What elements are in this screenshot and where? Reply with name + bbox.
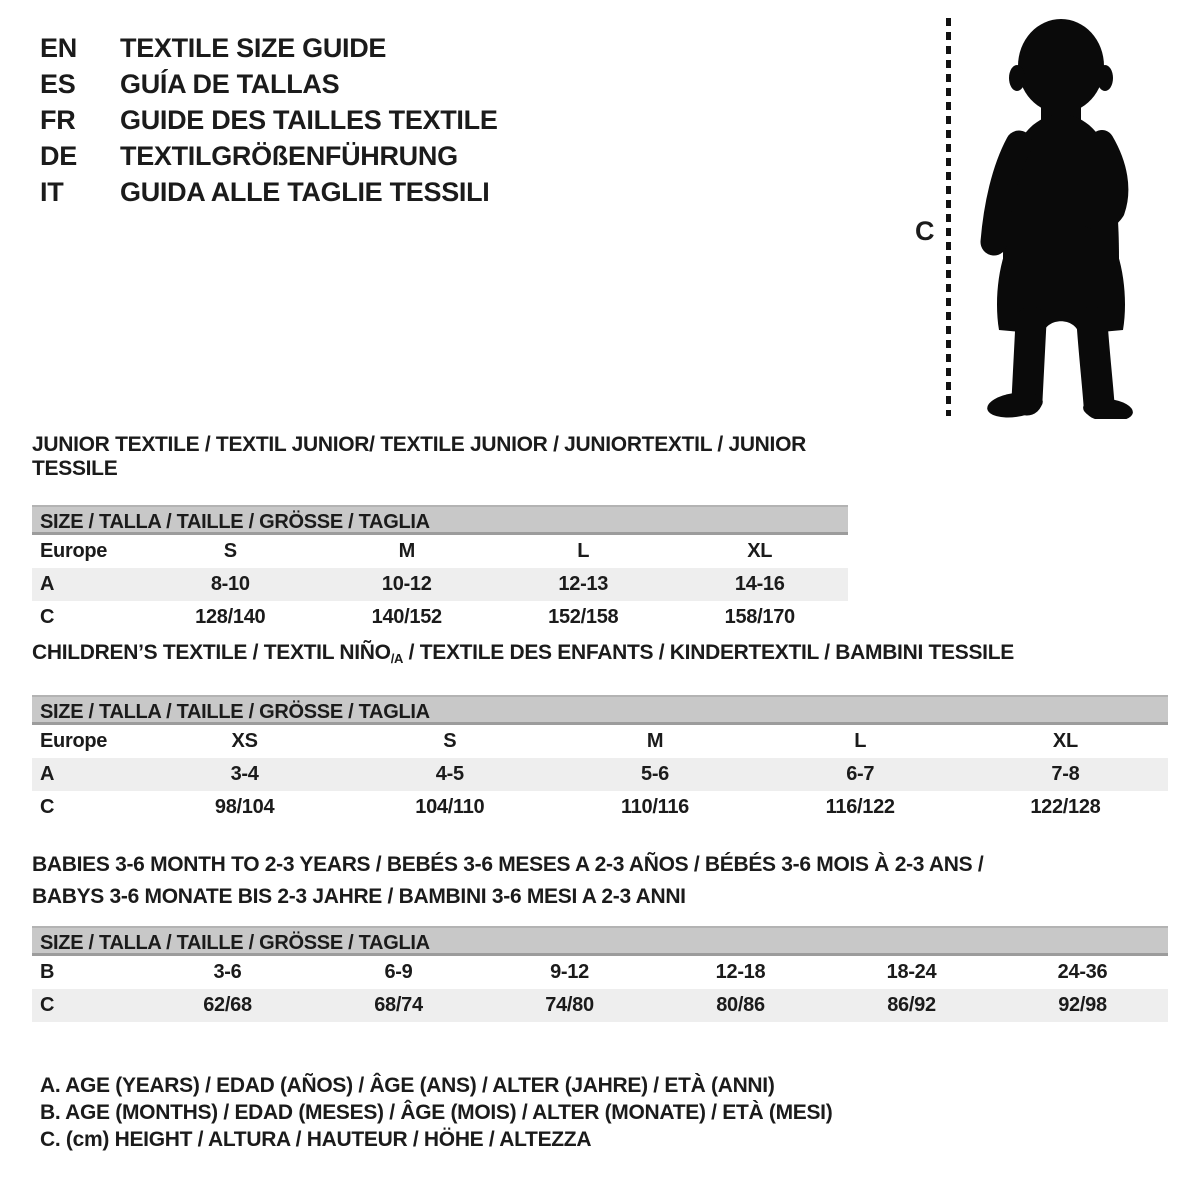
language-row (40, 30, 498, 66)
toddler-silhouette-icon (968, 14, 1153, 419)
age-cell: 6-7 (846, 763, 875, 785)
junior-size-table (32, 505, 848, 634)
height-measure-figure (912, 14, 1172, 420)
language-row (40, 138, 498, 174)
size-cell: XL (747, 540, 773, 562)
table-row-age-years (32, 758, 1168, 791)
table-row-europe (32, 725, 1168, 758)
measure-c-label: C (915, 216, 935, 246)
height-cell: 110/116 (621, 796, 689, 818)
size-cell: L (854, 730, 867, 752)
legend-line-a: A. AGE (YEARS) / EDAD (AÑOS) / ÂGE (ANS) / ALTER (JAHRE) / ETÀ (ANNI) (40, 1074, 775, 1097)
row-label: B (40, 961, 55, 983)
table-row-height-cm (32, 791, 1168, 824)
table-size-header: SIZE / TALLA / TAILLE / GRÖSSE / TAGLIA (32, 695, 1168, 725)
dashed-measure-line (946, 18, 951, 416)
section-babies-textile (32, 849, 1168, 1022)
measure-legend (40, 1072, 832, 1153)
row-label: A (40, 573, 55, 595)
babies-size-table (32, 926, 1168, 1022)
age-cell: 10-12 (381, 573, 432, 595)
guide-title: GUÍA DE TALLAS (120, 69, 340, 99)
heading-line-1: BABIES 3-6 MONTH TO 2-3 YEARS / BEBÉS 3-6 MESES A 2-3 AÑOS / BÉBÉS 3-6 MOIS À 2-3 ANS / (32, 853, 984, 876)
height-cell: 128/140 (195, 606, 266, 628)
size-cell: M (398, 540, 415, 562)
height-cell: 116/122 (825, 796, 895, 818)
size-cell: XL (1052, 730, 1078, 752)
size-cell: XS (231, 730, 258, 752)
language-code: ES (40, 69, 76, 99)
table-row-height-cm (32, 601, 848, 634)
table-size-header: SIZE / TALLA / TAILLE / GRÖSSE / TAGLIA (32, 505, 848, 535)
guide-title: TEXTILE SIZE GUIDE (120, 33, 387, 63)
nino-a-subscript: /A (390, 651, 404, 666)
height-cell: 152/158 (548, 606, 619, 628)
age-cell: 24-36 (1057, 961, 1108, 983)
age-cell: 14-16 (734, 573, 785, 595)
height-cell: 68/74 (374, 994, 423, 1016)
age-cell: 7-8 (1051, 763, 1080, 785)
age-cell: 4-5 (435, 763, 464, 785)
language-row (40, 66, 498, 102)
size-cell: S (443, 730, 457, 752)
language-row (40, 174, 498, 210)
height-cell: 80/86 (716, 994, 765, 1016)
age-cell: 12-18 (715, 961, 766, 983)
height-cell: 140/152 (371, 606, 442, 628)
size-cell: L (577, 540, 590, 562)
age-cell: 9-12 (550, 961, 589, 983)
language-row (40, 102, 498, 138)
heading-text: CHILDREN’S TEXTILE / TEXTIL NIÑO (32, 641, 391, 664)
age-cell: 3-6 (213, 961, 242, 983)
language-title-list (40, 30, 498, 210)
section-heading (32, 641, 1168, 671)
heading-line-2: BABYS 3-6 MONATE BIS 2-3 JAHRE / BAMBINI 3-6 MESI A 2-3 ANNI (32, 885, 686, 908)
height-cell: 98/104 (214, 796, 275, 818)
guide-title: TEXTILGRÖßENFÜHRUNG (120, 141, 458, 171)
table-row-age-years (32, 568, 848, 601)
height-cell: 86/92 (887, 994, 936, 1016)
age-cell: 3-4 (230, 763, 259, 785)
row-label: C (40, 994, 55, 1016)
age-cell: 8-10 (210, 573, 250, 595)
language-code: EN (40, 33, 77, 63)
height-cell: 62/68 (203, 994, 252, 1016)
height-cell: 158/170 (724, 606, 795, 628)
height-cell: 92/98 (1058, 994, 1107, 1016)
guide-title: GUIDA ALLE TAGLIE TESSILI (120, 177, 490, 207)
guide-title: GUIDE DES TAILLES TEXTILE (120, 105, 498, 135)
table-size-header: SIZE / TALLA / TAILLE / GRÖSSE / TAGLIA (32, 926, 1168, 956)
height-cell: 122/128 (1030, 796, 1101, 818)
size-cell: S (223, 540, 237, 562)
row-label: A (40, 763, 55, 785)
row-label: Europe (40, 540, 108, 562)
row-label: C (40, 796, 55, 818)
section-heading (32, 849, 1168, 913)
age-cell: 5-6 (641, 763, 670, 785)
table-row-europe (32, 535, 848, 568)
legend-line-b: B. AGE (MONTHS) / EDAD (MESES) / ÂGE (MOIS) / ALTER (MONATE) / ETÀ (MESI) (40, 1101, 833, 1124)
height-cell: 74/80 (545, 994, 594, 1016)
row-label: Europe (40, 730, 108, 752)
children-size-table (32, 695, 1168, 824)
language-code: DE (40, 141, 77, 171)
table-row-height-cm (32, 989, 1168, 1022)
section-heading: JUNIOR TEXTILE / TEXTIL JUNIOR/ TEXTILE JUNIOR / JUNIORTEXTIL / JUNIOR TESSILE (32, 433, 806, 480)
height-cell: 104/110 (415, 796, 485, 818)
age-cell: 12-13 (558, 573, 609, 595)
legend-line-c: C. (cm) HEIGHT / ALTURA / HAUTEUR / HÖHE / ALTEZZA (40, 1128, 592, 1151)
section-junior-textile (32, 433, 848, 634)
row-label: C (40, 606, 55, 628)
table-row-age-months (32, 956, 1168, 989)
section-childrens-textile (32, 641, 1168, 824)
heading-text: / TEXTILE DES ENFANTS / KINDERTEXTIL / BAMBINI TESSILE (403, 641, 1014, 664)
size-cell: M (646, 730, 664, 752)
age-cell: 6-9 (384, 961, 413, 983)
age-cell: 18-24 (886, 961, 937, 983)
language-code: IT (40, 177, 64, 207)
language-code: FR (40, 105, 76, 135)
